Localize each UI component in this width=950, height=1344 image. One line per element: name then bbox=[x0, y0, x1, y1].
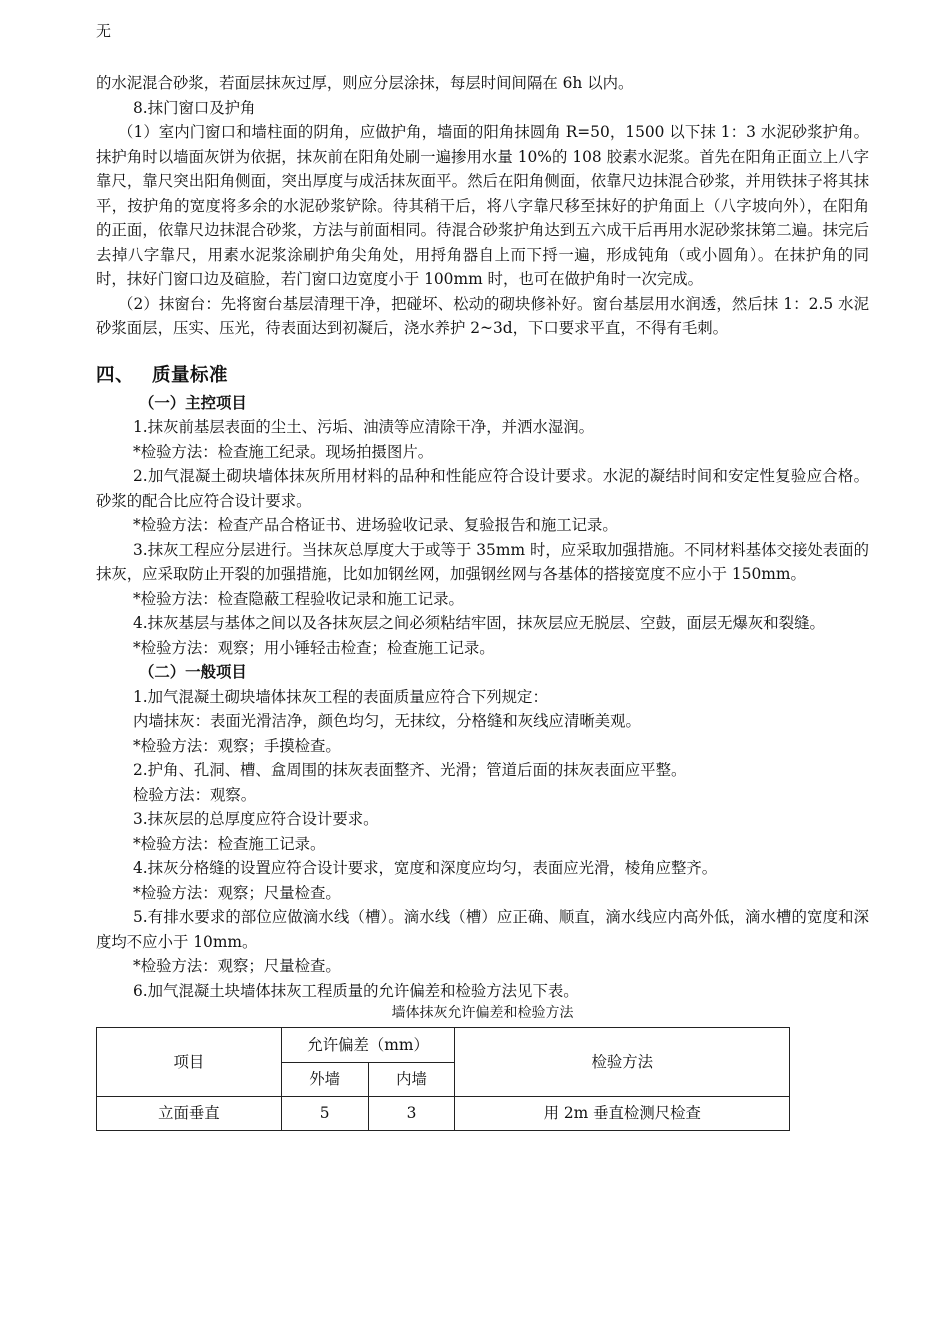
list-item: 6.加气混凝土块墙体抹灰工程质量的允许偏差和检验方法见下表。 bbox=[133, 981, 579, 1000]
table-caption: 墙体抹灰允许偏差和检验方法 bbox=[391, 1005, 574, 1021]
paragraph: （1）室内门窗口和墙柱面的阴角，应做护角，墙面的阳角抹圆角 R=50，1500 以下抹 1：3 水泥砂浆护角。抹护角时以墙面灰饼为依据，抹灰前在阳角处刷一遍掺用水量 10%的 108 胶素水泥浆。首先在阳角正面立上八字靠尺，靠尺突出阳角侧面，突出厚度与成活抹灰面平。然后在阳角侧面，依靠尺边抹混合砂浆，并用铁抹子将其抹平，按护角的宽度将多余的水泥砂浆铲除。待其稍干后，将八字靠尺移至抹好的护角面上（八字坡向外），在阳角的正面，依靠尺边抹混合砂浆，方法与前面相同。待混合砂浆护角达到五六成干后再用水泥砂浆抹第二遍。抹完后去掉八字靠尺，用素水泥浆涂刷护角尖角处，用捋角器自上而下捋一遍，形成钝角（或小圆角）。在抹护角的同时，抹好门窗口边及碹脸，若门窗口边宽度小于 100mm 时，也可在做护角时一次完成。 bbox=[96, 123, 869, 288]
list-item: *检验方法：观察；尺量检查。 bbox=[133, 957, 341, 975]
header-deviation: 允许偏差（mm） bbox=[281, 1028, 455, 1063]
list-item: *检验方法：检查隐蔽工程验收记录和施工记录。 bbox=[133, 589, 464, 608]
list-item: 检验方法：观察。 bbox=[133, 785, 257, 804]
list-item: 5.有排水要求的部位应做滴水线（槽）。滴水线（槽）应正确、顺直，滴水线应内高外低，滴水槽的宽度和深度均不应小于 10mm。 bbox=[96, 908, 869, 951]
list-item: 4.抹灰基层与基体之间以及各抹灰层之间必须粘结牢固，抹灰层应无脱层、空鼓，面层无爆灰和裂缝。 bbox=[133, 614, 825, 632]
section-title-text: 质量标准 bbox=[152, 364, 229, 386]
cell-inner: 3 bbox=[368, 1097, 455, 1131]
header-outer-wall: 外墙 bbox=[281, 1062, 368, 1097]
page-header: 无 bbox=[96, 22, 112, 40]
list-item: *检验方法：检查施工记录。 bbox=[133, 834, 326, 853]
list-item: 2.护角、孔洞、槽、盒周围的抹灰表面整齐、光滑；管道后面的抹灰表面应平整。 bbox=[133, 761, 687, 779]
paragraph: 的水泥混合砂浆，若面层抹灰过厚，则应分层涂抹，每层时间间隔在 6h 以内。 bbox=[96, 74, 634, 92]
table-header-row bbox=[97, 1028, 790, 1063]
deviation-table bbox=[96, 1027, 790, 1131]
table-row bbox=[97, 1097, 790, 1131]
header-method: 检验方法 bbox=[455, 1028, 790, 1097]
list-item: 内墙抹灰：表面光滑洁净，颜色均匀，无抹纹，分格缝和灰线应清晰美观。 bbox=[133, 712, 641, 730]
list-item: *检验方法：观察；尺量检查。 bbox=[133, 883, 341, 902]
document-body bbox=[96, 71, 869, 1131]
list-item: 1.加气混凝土砌块墙体抹灰工程的表面质量应符合下列规定： bbox=[133, 687, 548, 706]
cell-method: 用 2m 垂直检测尺检查 bbox=[455, 1097, 790, 1131]
list-item: 4.抹灰分格缝的设置应符合设计要求，宽度和深度应均匀，表面应光滑，棱角应整齐。 bbox=[133, 859, 718, 877]
list-item: *检验方法：检查产品合格证书、进场验收记录、复验报告和施工记录。 bbox=[133, 516, 618, 534]
list-item: 1.抹灰前基层表面的尘土、污垢、油渍等应清除干净，并洒水湿润。 bbox=[133, 418, 595, 436]
subsection-title: （一）主控项目 bbox=[139, 393, 247, 412]
list-item: 2.加气混凝土砌块墙体抹灰所用材料的品种和性能应符合设计要求。水泥的凝结时间和安定性复验应合格。砂浆的配合比应符合设计要求。 bbox=[96, 467, 869, 510]
cell-item: 立面垂直 bbox=[97, 1097, 282, 1131]
list-item: *检验方法：观察；用小锤轻击检查；检查施工记录。 bbox=[133, 638, 495, 657]
subsection-title: （二）一般项目 bbox=[139, 663, 247, 681]
cell-outer: 5 bbox=[281, 1097, 368, 1131]
paragraph-heading: 8.抹门窗口及护角 bbox=[133, 98, 256, 117]
header-inner-wall: 内墙 bbox=[368, 1062, 455, 1097]
list-item: *检验方法：检查施工纪录。现场拍摄图片。 bbox=[133, 442, 434, 461]
section-title bbox=[96, 363, 869, 389]
list-item: 3.抹灰层的总厚度应符合设计要求。 bbox=[133, 810, 379, 828]
list-item: *检验方法：观察；手摸检查。 bbox=[133, 736, 341, 755]
header-item: 项目 bbox=[97, 1028, 282, 1097]
section-number: 四、 bbox=[96, 364, 135, 386]
list-item: 3.抹灰工程应分层进行。当抹灰总厚度大于或等于 35mm 时，应采取加强措施。不同材料基体交接处表面的抹灰，应采取防止开裂的加强措施，比如加钢丝网，加强钢丝网与各基体的搭接宽度不应小于 150mm。 bbox=[96, 540, 869, 583]
paragraph: （2）抹窗台：先将窗台基层清理干净，把碰坏、松动的砌块修补好。窗台基层用水润透，然后抹 1：2.5 水泥砂浆面层，压实、压光，待表面达到初凝后，浇水养护 2~3d，下口要求平直，不得有毛刺。 bbox=[96, 294, 869, 337]
